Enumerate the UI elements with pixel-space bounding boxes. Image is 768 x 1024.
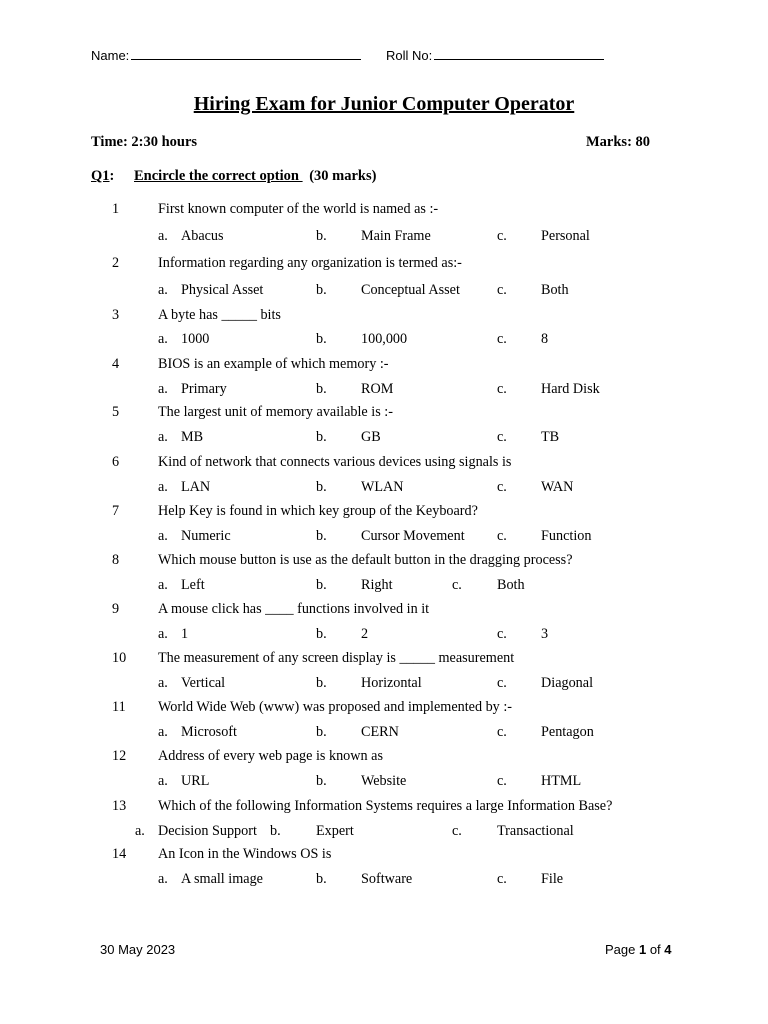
option-letter: b.: [316, 228, 327, 244]
name-field: [91, 47, 361, 63]
option-text: Conceptual Asset: [361, 282, 460, 298]
option-letter: b.: [316, 381, 327, 397]
option-text: Both: [541, 282, 569, 298]
option-letter: c.: [497, 675, 507, 691]
option-text: Vertical: [181, 675, 226, 691]
question-number: 2: [112, 255, 120, 271]
question-text: BIOS is an example of which memory :-: [158, 356, 389, 372]
roll-label: Roll No:: [386, 48, 433, 63]
option-letter: a.: [158, 282, 168, 298]
option-letter: b.: [316, 724, 327, 740]
section-label: Q1: [91, 168, 110, 184]
option-letter: c.: [497, 626, 507, 642]
option-letter: a.: [158, 228, 168, 244]
option-letter: b.: [316, 675, 327, 691]
option-text: 8: [541, 331, 549, 347]
page-number: [605, 942, 672, 957]
question-number: 11: [112, 699, 126, 715]
option-text: Transactional: [497, 823, 574, 839]
option-letter: c.: [452, 577, 462, 593]
option-letter: b.: [316, 479, 327, 495]
option-text: ROM: [361, 381, 394, 397]
option-letter: c.: [497, 381, 507, 397]
question-number: 8: [112, 552, 120, 568]
option-letter: c.: [497, 528, 507, 544]
option-text: Left: [181, 577, 205, 593]
option-letter: c.: [497, 429, 507, 445]
question-number: 12: [112, 748, 127, 764]
question-text: A byte has _____ bits: [158, 307, 281, 323]
question-number: 14: [112, 846, 127, 862]
option-letter: b.: [316, 282, 327, 298]
question-number: 4: [112, 356, 120, 372]
exam-marks: Marks: 80: [586, 134, 651, 150]
option-text: Horizontal: [361, 675, 422, 691]
option-text: A small image: [181, 871, 263, 887]
option-letter: b.: [316, 429, 327, 445]
section-colon: :: [109, 168, 115, 184]
option-letter: a.: [135, 823, 145, 839]
question-text: Which mouse button is use as the default button in the dragging process?: [158, 552, 573, 568]
option-text: Diagonal: [541, 675, 594, 691]
option-text: Software: [361, 871, 413, 887]
option-letter: c.: [497, 871, 507, 887]
question-text: Kind of network that connects various devices using signals is: [158, 454, 512, 470]
option-text: Primary: [181, 381, 227, 397]
option-text: MB: [181, 429, 204, 445]
option-text: 1: [181, 626, 189, 642]
question-number: 1: [112, 201, 120, 217]
footer-date: 30 May 2023: [100, 942, 176, 957]
question-text: World Wide Web (www) was proposed and implemented by :-: [158, 699, 512, 715]
page-of: of: [646, 942, 665, 957]
option-letter: b.: [316, 871, 327, 887]
question-number: 10: [112, 650, 127, 666]
option-letter: a.: [158, 429, 168, 445]
option-text: Function: [541, 528, 592, 544]
option-letter: b.: [316, 626, 327, 642]
option-text: Website: [361, 773, 407, 789]
exam-time: Time: 2:30 hours: [91, 134, 198, 150]
section-header: [91, 168, 376, 185]
question-text: A mouse click has ____ functions involved in it: [158, 601, 430, 617]
question-text: First known computer of the world is named as :-: [158, 201, 439, 217]
option-text: Pentagon: [541, 724, 594, 740]
question-text: Help Key is found in which key group of the Keyboard?: [158, 503, 478, 519]
section-instruction: Encircle the correct option: [134, 168, 303, 184]
option-letter: a.: [158, 381, 168, 397]
roll-blank: [434, 47, 604, 60]
option-letter: a.: [158, 626, 168, 642]
option-text: GB: [361, 429, 381, 445]
option-letter: a.: [158, 871, 168, 887]
option-letter: c.: [452, 823, 462, 839]
option-text: WLAN: [361, 479, 404, 495]
option-text: Decision Support: [158, 823, 257, 839]
option-text: Main Frame: [361, 228, 431, 244]
section-marks: (30 marks): [309, 168, 377, 184]
question-text: The largest unit of memory available is :-: [158, 404, 393, 420]
option-letter: a.: [158, 479, 168, 495]
option-text: WAN: [541, 479, 574, 495]
question-number: 6: [112, 454, 120, 470]
option-text: URL: [181, 773, 210, 789]
option-text: 3: [541, 626, 549, 642]
name-label: Name:: [91, 48, 130, 63]
question-number: 9: [112, 601, 120, 617]
question-number: 3: [112, 307, 120, 323]
option-letter: c.: [497, 282, 507, 298]
option-text: Right: [361, 577, 393, 593]
option-letter: a.: [158, 528, 168, 544]
option-text: File: [541, 871, 564, 887]
option-text: LAN: [181, 479, 211, 495]
option-letter: c.: [497, 724, 507, 740]
question-text: Address of every web page is known as: [158, 748, 383, 764]
name-blank: [131, 47, 361, 60]
option-text: 1000: [181, 331, 210, 347]
option-text: Microsoft: [181, 724, 237, 740]
page-prefix: Page: [605, 942, 639, 957]
option-letter: b.: [316, 528, 327, 544]
question-text: The measurement of any screen display is _____ measurement: [158, 650, 515, 666]
option-letter: a.: [158, 331, 168, 347]
option-text: Expert: [316, 823, 354, 839]
option-letter: b.: [270, 823, 281, 839]
page-total: 4: [664, 942, 672, 957]
question-text: An Icon in the Windows OS is: [158, 846, 332, 862]
option-letter: a.: [158, 675, 168, 691]
option-text: Personal: [541, 228, 590, 244]
page-current: 1: [638, 942, 647, 957]
option-text: TB: [541, 429, 560, 445]
page-title: Hiring Exam for Junior Computer Operator: [193, 93, 575, 115]
option-letter: b.: [316, 331, 327, 347]
option-letter: c.: [497, 228, 507, 244]
option-letter: a.: [158, 724, 168, 740]
option-text: HTML: [541, 773, 582, 789]
question-text: Information regarding any organization is termed as:-: [158, 255, 462, 271]
option-text: Cursor Movement: [361, 528, 465, 544]
question-text: Which of the following Information Systems requires a large Information Base?: [158, 798, 613, 814]
option-letter: a.: [158, 577, 168, 593]
option-text: Physical Asset: [181, 282, 264, 298]
option-text: Abacus: [181, 228, 224, 244]
option-text: Both: [497, 577, 525, 593]
option-letter: b.: [316, 773, 327, 789]
option-letter: c.: [497, 331, 507, 347]
option-text: 100,000: [361, 331, 408, 347]
question-number: 7: [112, 503, 120, 519]
option-text: CERN: [361, 724, 399, 740]
option-text: Hard Disk: [541, 381, 600, 397]
option-text: Numeric: [181, 528, 231, 544]
roll-field: [386, 47, 604, 63]
option-text: 2: [361, 626, 369, 642]
option-letter: a.: [158, 773, 168, 789]
option-letter: b.: [316, 577, 327, 593]
option-letter: c.: [497, 479, 507, 495]
question-number: 13: [112, 798, 127, 814]
question-number: 5: [112, 404, 120, 420]
option-letter: c.: [497, 773, 507, 789]
